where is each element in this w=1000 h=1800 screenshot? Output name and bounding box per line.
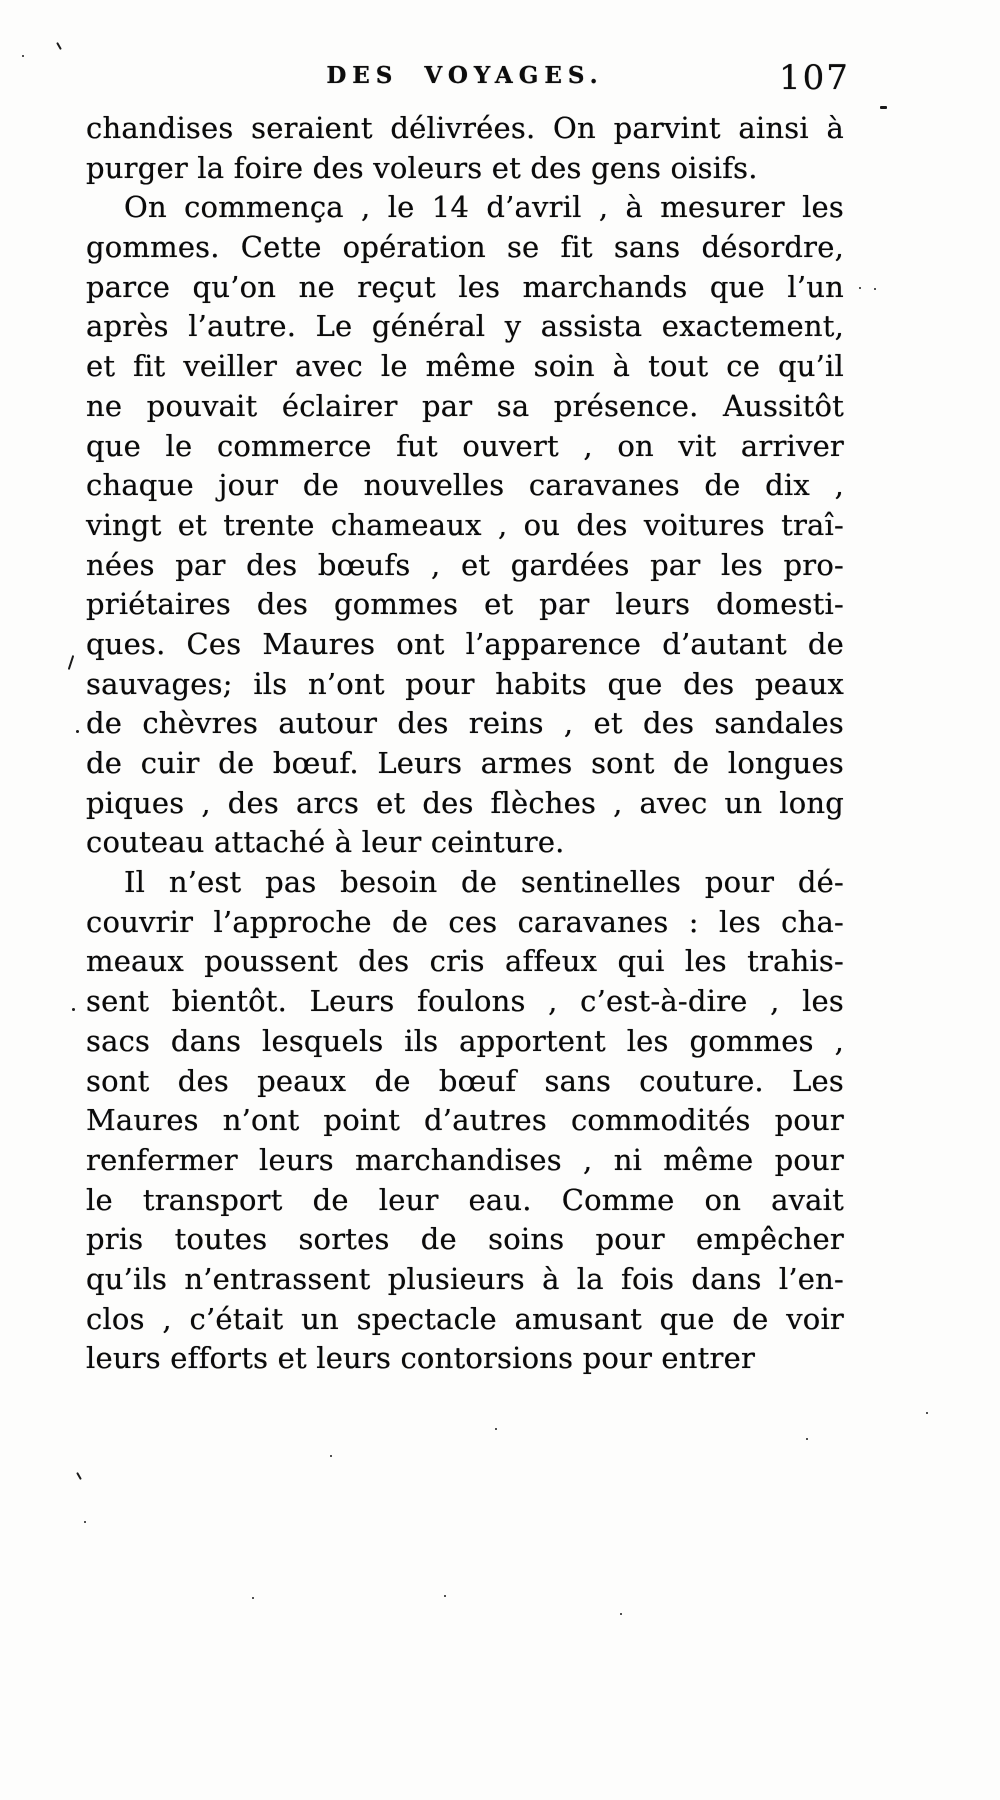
text-line: qu’ils n’entrassent plusieurs à la fois dans l’en- bbox=[86, 1261, 844, 1296]
text-line: vingt et trente chameaux , ou des voitures traî- bbox=[86, 507, 844, 542]
scan-speck bbox=[444, 1595, 446, 1597]
scan-speck bbox=[874, 288, 876, 290]
text-line: sent bientôt. Leurs foulons , c’est-à-dire , les bbox=[86, 984, 844, 1019]
running-title: DES VOYAGES. bbox=[326, 62, 604, 89]
text-line: leurs efforts et leurs contorsions pour entrer bbox=[86, 1341, 756, 1376]
page-number: 107 bbox=[779, 58, 850, 98]
scan-speck bbox=[252, 1597, 254, 1599]
text-line: le transport de leur eau. Comme on avait bbox=[86, 1182, 844, 1217]
text-line: de cuir de bœuf. Leurs armes sont de longues bbox=[86, 746, 844, 780]
text-line: ques. Ces Maures ont l’apparence d’autant de bbox=[86, 626, 844, 661]
text-line: couvrir l’approche de ces caravanes : les cha- bbox=[86, 904, 844, 939]
text-line: gommes. Cette opération se fit sans désordre, bbox=[86, 230, 844, 265]
text-line: chandises seraient délivrées. On parvint ainsi à bbox=[86, 111, 844, 145]
text-line: renfermer leurs marchandises , ni même pour bbox=[86, 1142, 844, 1177]
text-line: couteau attaché à leur ceinture. bbox=[86, 825, 565, 860]
text-line: sauvages; ils n’ont pour habits que des peaux bbox=[86, 666, 844, 701]
text-line: priétaires des gommes et par leurs domesti- bbox=[86, 587, 844, 622]
scan-speck bbox=[620, 1613, 622, 1615]
text-line: et fit veiller avec le même soin à tout ce qu’il bbox=[86, 349, 844, 384]
paragraph bbox=[86, 863, 844, 1379]
text-line: après l’autre. Le général y assista exactement, bbox=[86, 309, 844, 344]
text-line: de chèvres autour des reins , et des sandales bbox=[86, 706, 844, 741]
paragraph bbox=[86, 188, 844, 863]
text-line: que le commerce fut ouvert , on vit arriver bbox=[86, 428, 844, 463]
paragraph bbox=[86, 109, 844, 188]
text-line: pris toutes sortes de soins pour empêcher bbox=[86, 1222, 844, 1257]
text-line: purger la foire des voleurs et des gens oisifs. bbox=[86, 150, 758, 185]
text-line: parce qu’on ne reçut les marchands que l’un bbox=[86, 269, 844, 304]
scan-speck bbox=[880, 106, 887, 109]
scan-speck bbox=[22, 55, 24, 57]
text-line: sacs dans lesquels ils apportent les gommes , bbox=[86, 1023, 844, 1058]
scan-speck bbox=[806, 1438, 808, 1440]
text-line: meaux poussent des cris affeux qui les trahis- bbox=[86, 944, 844, 979]
text-line: chaque jour de nouvelles caravanes de dix , bbox=[86, 468, 844, 503]
scan-speck bbox=[76, 730, 79, 733]
scan-speck bbox=[330, 1455, 332, 1457]
scan-speck bbox=[495, 1428, 497, 1430]
text-block bbox=[86, 109, 844, 1379]
text-line: sont des peaux de bœuf sans couture. Les bbox=[86, 1063, 844, 1098]
text-line: clos , c’était un spectacle amusant que de voir bbox=[86, 1301, 844, 1336]
scan-speck bbox=[68, 655, 75, 670]
scan-speck bbox=[84, 1521, 86, 1523]
text-line: nées par des bœufs , et gardées par les pro- bbox=[86, 547, 844, 582]
scan-speck bbox=[859, 287, 861, 289]
scan-speck bbox=[76, 1472, 82, 1480]
scan-speck bbox=[72, 1008, 75, 1011]
text-line: On commença , le 14 d’avril , à mesurer les bbox=[124, 190, 844, 225]
text-line: ne pouvait éclairer par sa présence. Aussitôt bbox=[86, 388, 844, 423]
text-line: piques , des arcs et des flèches , avec un long bbox=[86, 785, 844, 820]
text-line: Il n’est pas besoin de sentinelles pour dé- bbox=[124, 865, 844, 900]
text-line: Maures n’ont point d’autres commodités pour bbox=[86, 1103, 844, 1138]
scan-speck bbox=[56, 42, 62, 50]
scan-speck bbox=[926, 1412, 928, 1414]
